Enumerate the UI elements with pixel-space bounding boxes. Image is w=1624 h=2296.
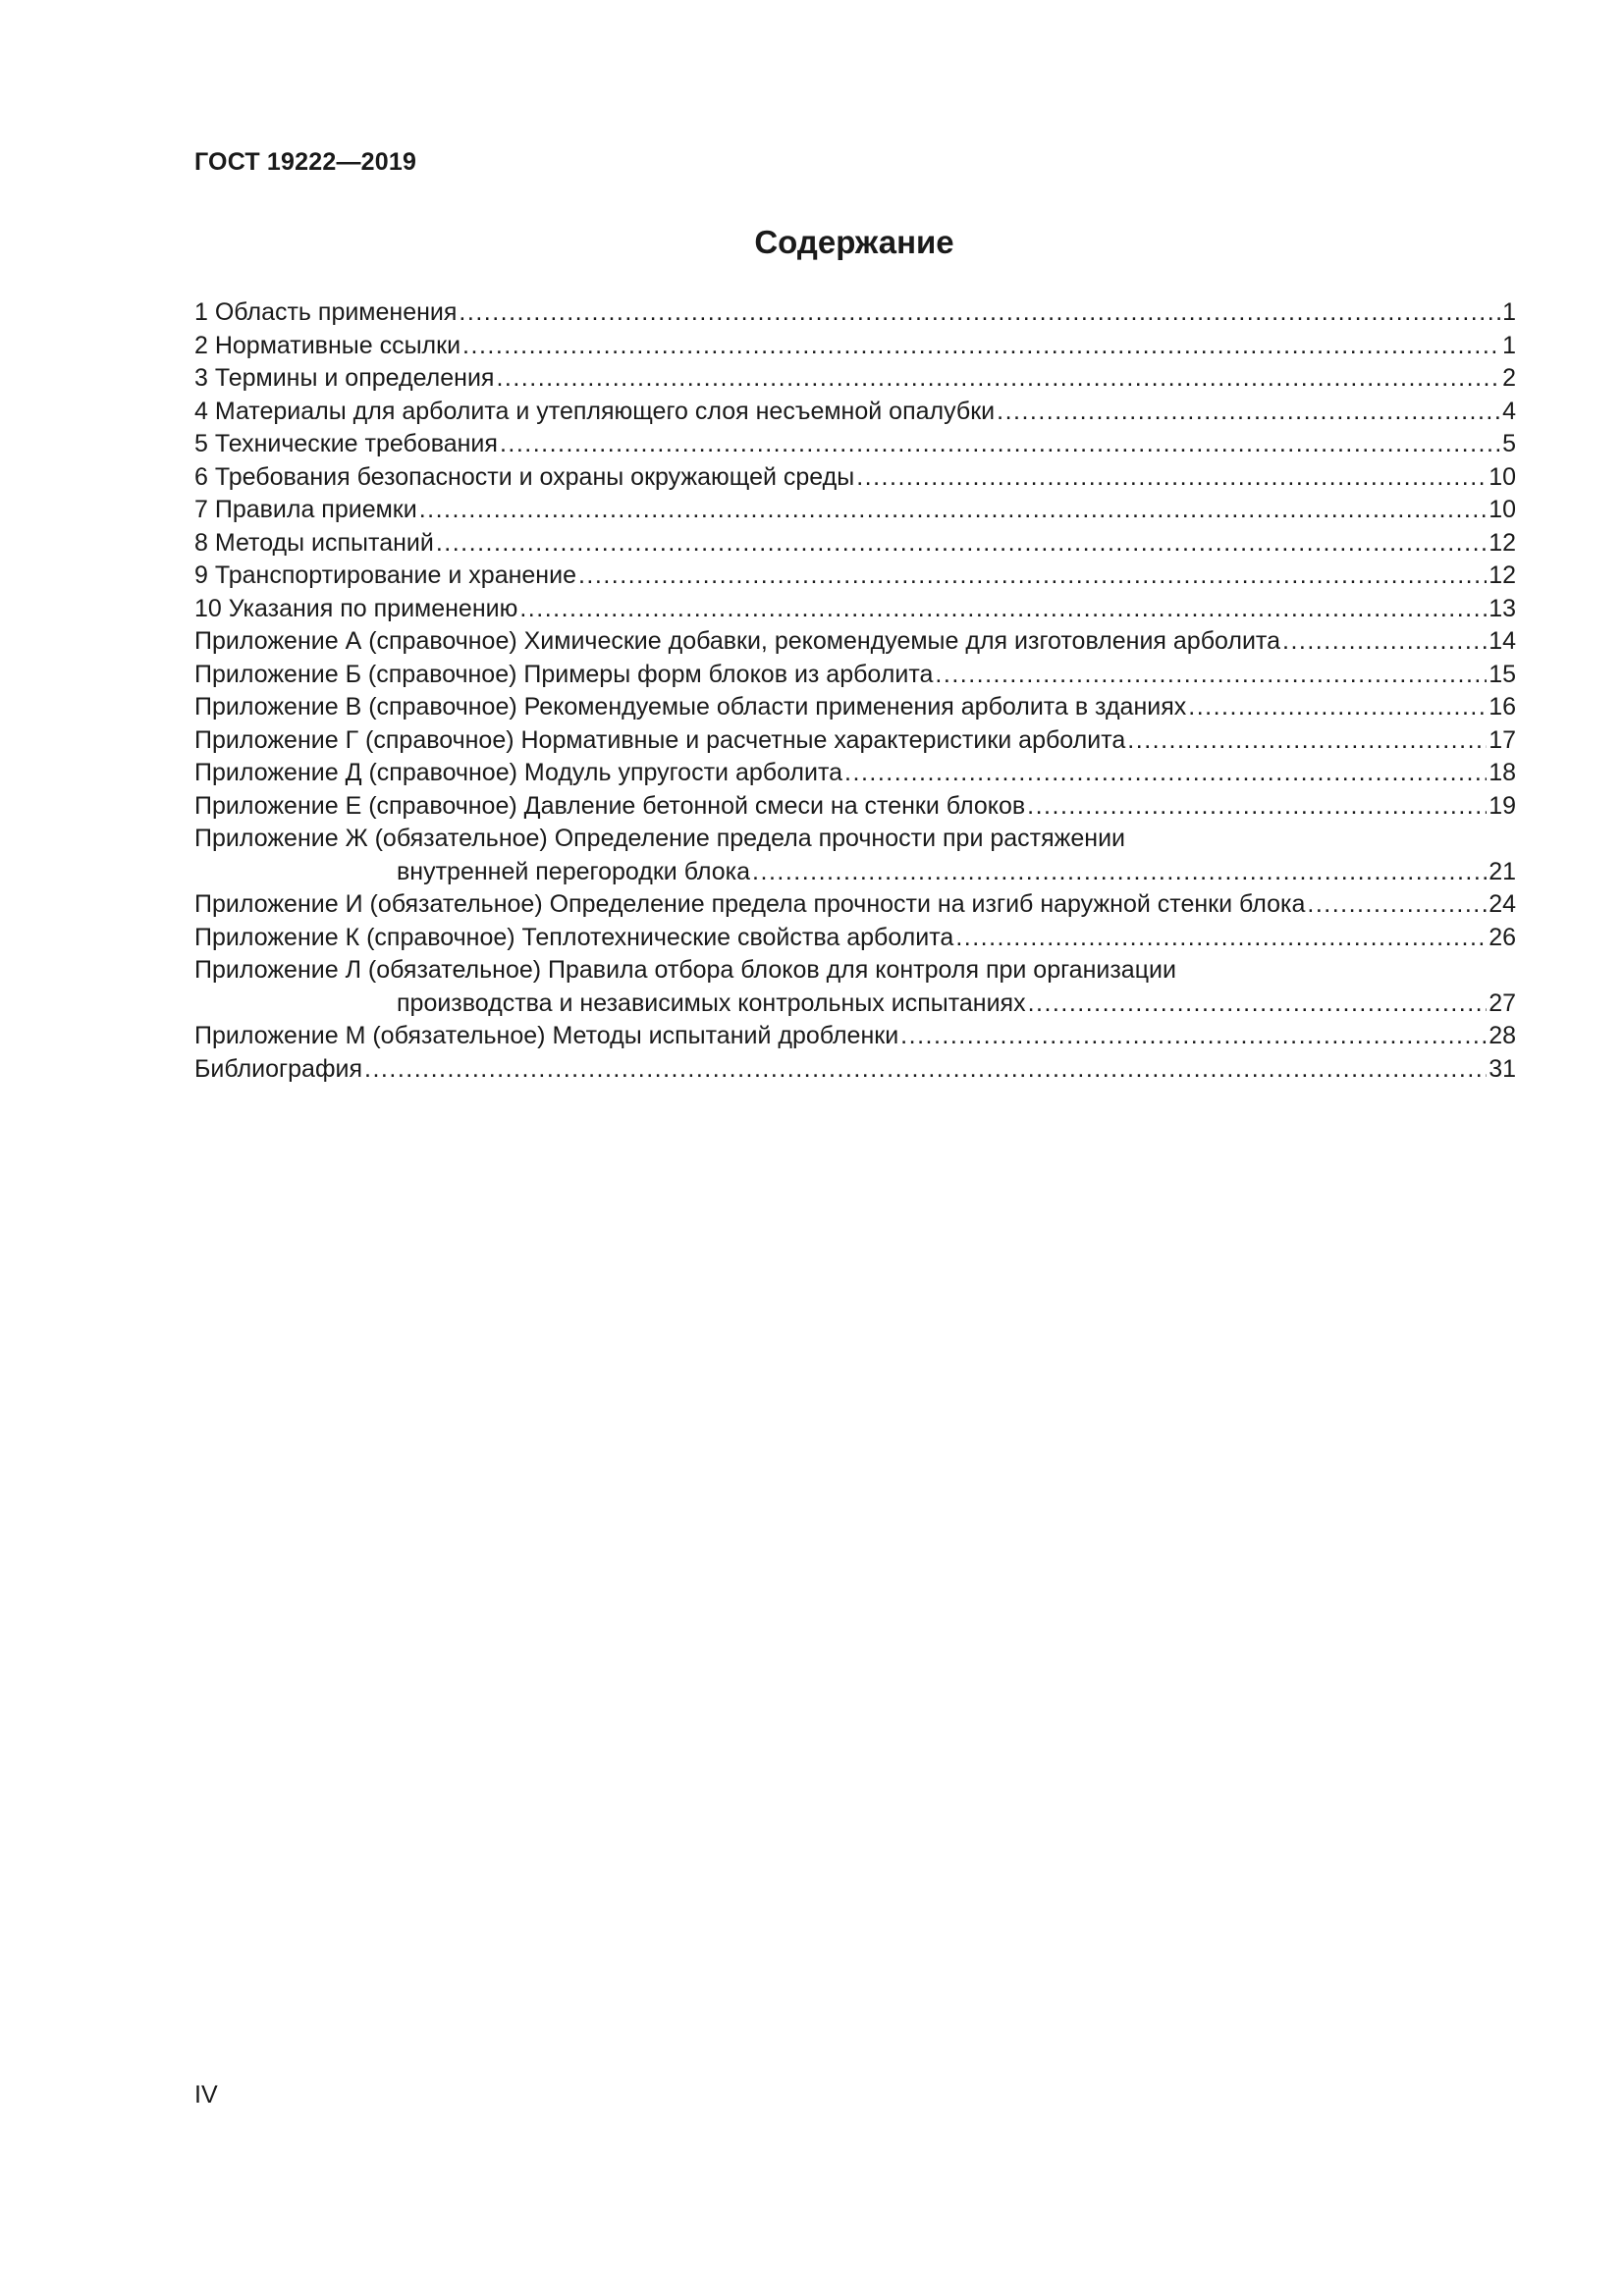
toc-entry-page: 16 (1489, 693, 1516, 721)
toc-entry[interactable] (194, 593, 1516, 626)
toc-entry-title: 2 Нормативные ссылки (194, 331, 461, 359)
toc-leader-dots (419, 494, 1487, 527)
toc-entry[interactable] (194, 362, 1516, 396)
toc-entry[interactable] (194, 790, 1516, 824)
toc-entry-title: 8 Методы испытаний (194, 528, 434, 557)
toc-entry-title: Приложение Г (справочное) Нормативные и расчетные характеристики арболита (194, 725, 1126, 754)
toc-leader-dots (1027, 790, 1487, 824)
toc-entry-page: 4 (1502, 397, 1516, 425)
toc-entry-title-continued: производства и независимых контрольных испытаниях (397, 988, 1026, 1017)
toc-leader-dots (436, 527, 1487, 561)
toc-entry-page: 17 (1489, 725, 1516, 754)
toc-entry[interactable] (194, 396, 1516, 429)
table-of-contents (194, 296, 1516, 1086)
toc-entry-title: 10 Указания по применению (194, 594, 518, 622)
toc-leader-dots (1028, 988, 1488, 1021)
toc-entry-page: 12 (1489, 528, 1516, 557)
page-number: IV (194, 2081, 218, 2109)
toc-entry-page: 21 (1489, 857, 1516, 885)
toc-entry-title: Приложение Д (справочное) Модуль упругости арболита (194, 759, 843, 786)
toc-entry[interactable] (194, 625, 1516, 659)
toc-entry-page: 10 (1489, 496, 1516, 523)
toc-entry-page: 14 (1489, 627, 1516, 655)
toc-entry-page: 5 (1502, 430, 1516, 457)
toc-entry-page: 2 (1502, 364, 1516, 392)
toc-entry-title: Приложение Б (справочное) Примеры форм блоков из арболита (194, 660, 934, 688)
toc-entry-page: 28 (1489, 1022, 1516, 1049)
toc-entry-page: 10 (1489, 462, 1516, 491)
toc-entry-title: 6 Требования безопасности и охраны окружающей среды (194, 462, 855, 491)
toc-entry-title: 5 Технические требования (194, 430, 498, 457)
toc-leader-dots (1307, 888, 1487, 922)
toc-entry[interactable] (194, 757, 1516, 790)
toc-leader-dots (462, 330, 1500, 363)
toc-title: Содержание (754, 224, 954, 260)
toc-entry[interactable] (194, 823, 1516, 888)
toc-entry[interactable] (194, 659, 1516, 692)
toc-leader-dots (900, 1020, 1487, 1053)
toc-entry-page: 12 (1489, 561, 1516, 589)
toc-entry-page: 26 (1489, 923, 1516, 951)
toc-entry-page: 24 (1489, 890, 1516, 918)
toc-entry-title: Приложение К (справочное) Теплотехнические свойства арболита (194, 923, 954, 951)
toc-leader-dots (1127, 724, 1487, 758)
toc-entry-page: 27 (1489, 988, 1516, 1017)
toc-entry[interactable] (194, 296, 1516, 330)
toc-leader-dots (844, 757, 1487, 790)
toc-entry[interactable] (194, 922, 1516, 955)
toc-entry[interactable] (194, 560, 1516, 593)
toc-entry-title: Приложение М (обязательное) Методы испытаний дробленки (194, 1022, 899, 1049)
toc-entry-page: 31 (1489, 1054, 1516, 1083)
toc-leader-dots (955, 922, 1487, 955)
toc-entry-title-continued: внутренней перегородки блока (397, 857, 751, 885)
toc-leader-dots (459, 296, 1500, 330)
toc-entry-title: Приложение Е (справочное) Давление бетонной смеси на стенки блоков (194, 791, 1026, 820)
toc-entry-title: Приложение Ж (обязательное) Определение предела прочности при растяжении (194, 825, 1126, 852)
toc-entry-title: Приложение Л (обязательное) Правила отбора блоков для контроля при организации (194, 956, 1176, 984)
toc-entry[interactable] (194, 691, 1516, 724)
toc-entry-title: 3 Термины и определения (194, 364, 495, 392)
toc-entry-title: Приложение А (справочное) Химические добавки, рекомендуемые для изготовления арболита (194, 627, 1281, 655)
toc-entry[interactable] (194, 888, 1516, 922)
toc-entry[interactable] (194, 724, 1516, 758)
toc-entry-title: Приложение В (справочное) Рекомендуемые области применения арболита в зданиях (194, 693, 1187, 721)
toc-entry-page: 15 (1489, 660, 1516, 688)
toc-entry[interactable] (194, 1053, 1516, 1087)
toc-entry[interactable] (194, 428, 1516, 461)
toc-entry-title: 1 Область применения (194, 298, 458, 326)
toc-entry[interactable] (194, 494, 1516, 527)
toc-entry[interactable] (194, 330, 1516, 363)
toc-leader-dots (500, 428, 1500, 461)
toc-entry-title: Приложение И (обязательное) Определение предела прочности на изгиб наружной стенки блока (194, 890, 1306, 918)
toc-entry-page: 13 (1489, 594, 1516, 622)
toc-leader-dots (856, 461, 1487, 495)
toc-leader-dots (997, 396, 1500, 429)
toc-entry-page: 19 (1489, 791, 1516, 820)
toc-entry[interactable] (194, 461, 1516, 495)
toc-entry-title: 7 Правила приемки (194, 496, 417, 523)
toc-leader-dots (1188, 691, 1487, 724)
toc-entry[interactable] (194, 954, 1516, 1020)
toc-entry-title: 4 Материалы для арболита и утепляющего слоя несъемной опалубки (194, 397, 996, 425)
toc-entry[interactable] (194, 527, 1516, 561)
toc-entry-page: 1 (1502, 331, 1516, 359)
toc-leader-dots (752, 856, 1487, 889)
toc-leader-dots (935, 659, 1487, 692)
toc-entry-title: Библиография (194, 1054, 363, 1083)
toc-leader-dots (519, 593, 1487, 626)
toc-entry[interactable] (194, 1020, 1516, 1053)
toc-leader-dots (364, 1053, 1487, 1087)
toc-leader-dots (496, 362, 1500, 396)
document-code: ГОСТ 19222—2019 (194, 148, 417, 176)
toc-leader-dots (578, 560, 1487, 593)
toc-entry-page: 18 (1489, 759, 1516, 786)
toc-leader-dots (1282, 625, 1487, 659)
toc-entry-page: 1 (1502, 298, 1516, 326)
toc-entry-title: 9 Транспортирование и хранение (194, 561, 576, 589)
